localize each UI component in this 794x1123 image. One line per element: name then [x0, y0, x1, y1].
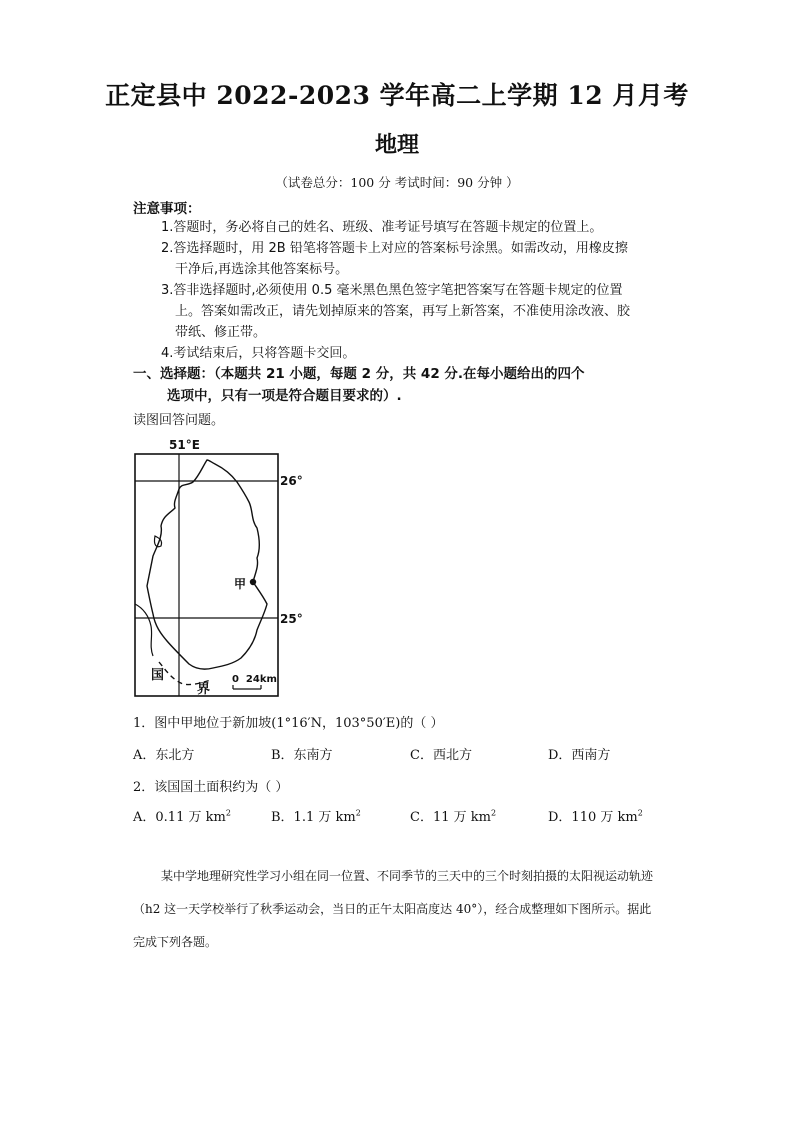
notice-item-1: 1.答题时，务必将自己的姓名、班级、准考证号填写在答题卡规定的位置上。 — [161, 220, 603, 235]
q2-option-d-text: D．110 万 km — [548, 810, 638, 825]
border-label-jie: 界 — [197, 682, 211, 697]
q2-option-c-sup: 2 — [490, 808, 497, 818]
map-svg — [133, 436, 283, 698]
map-frame — [135, 454, 278, 696]
q1-option-b[interactable]: B．东南方 — [271, 748, 333, 763]
q2-option-d[interactable] — [548, 806, 643, 825]
point-jia-label: 甲 — [234, 577, 247, 591]
section-heading-line2: 选项中，只有一项是符合题目要求的）. — [167, 388, 402, 404]
notice-item-3: 3.答非选择题时,必须使用 0.5 毫米黑色黑色签字笔把答案写在答题卡规定的位置 — [161, 283, 623, 298]
lat-26-label: 26° — [280, 474, 303, 488]
instruction: 读图回答问题。 — [133, 413, 225, 428]
neighbour-coast — [135, 604, 153, 656]
q2-option-c-text: C．11 万 km — [410, 810, 491, 825]
section-heading-line1: 一、选择题：（本题共 21 小题，每题 2 分，共 42 分.在每小题给出的四个 — [133, 366, 585, 382]
q1-option-a[interactable]: A．东北方 — [133, 748, 195, 763]
border-label-guo: 国 — [151, 668, 165, 683]
q2-option-b-sup: 2 — [355, 808, 361, 818]
q1-option-d[interactable]: D．西南方 — [548, 748, 611, 763]
notice-item-3-cont2: 带纸、修正带。 — [175, 325, 267, 340]
notice-item-2-cont: 干净后,再选涂其他答案标号。 — [175, 262, 349, 277]
q2-option-a[interactable] — [133, 806, 231, 825]
notice-item-2: 2.答选择题时，用 2B 铅笔将答题卡上对应的答案标号涂黑。如需改动，用橡皮擦 — [161, 241, 628, 256]
section-heading — [133, 363, 673, 407]
q2-option-b-text: B．1.1 万 km — [271, 810, 356, 825]
notice-item-3-cont: 上。答案如需改正，请先划掉原来的答案，再写上新答案，不准使用涂改液、胶 — [175, 304, 631, 319]
subject-title: 地理 — [374, 132, 419, 158]
q2-option-a-text: A．0.11 万 km — [133, 810, 226, 825]
scale-label: 0 24km — [232, 674, 277, 685]
question-1-stem: 1．图中甲地位于新加坡(1°16′N，103°50′E)的（ ） — [133, 716, 444, 731]
notice-item-4: 4.考试结束后，只将答题卡交回。 — [161, 346, 356, 361]
q2-option-c[interactable] — [410, 806, 496, 825]
q1-option-c[interactable]: C．西北方 — [410, 748, 472, 763]
coastline — [147, 460, 267, 669]
notice-heading: 注意事项： — [133, 201, 201, 217]
reading-passage: 某中学地理研究性学习小组在同一位置、不同季节的三天中的三个时刻拍摄的太阳视运动轨迹（h2 这一天学校举行了秋季运动会，当日的正午太阳高度达 40°），经合成整理如下图所示。据此完成下列各题。 — [133, 869, 654, 949]
notice-list — [161, 217, 661, 364]
exam-meta: （试卷总分：100 分 考试时间：90 分钟 ） — [275, 175, 519, 190]
question-2-stem: 2．该国国土面积约为（ ） — [133, 780, 289, 795]
lon-label: 51°E — [169, 438, 200, 452]
map-figure — [133, 436, 303, 698]
q2-option-d-sup: 2 — [637, 808, 643, 818]
q2-option-b[interactable] — [271, 806, 361, 825]
lat-25-label: 25° — [280, 612, 303, 626]
exam-title: 正定县中 2022-2023 学年高二上学期 12 月月考 — [105, 81, 689, 110]
point-jia — [250, 579, 256, 585]
q2-option-a-sup: 2 — [225, 808, 231, 818]
